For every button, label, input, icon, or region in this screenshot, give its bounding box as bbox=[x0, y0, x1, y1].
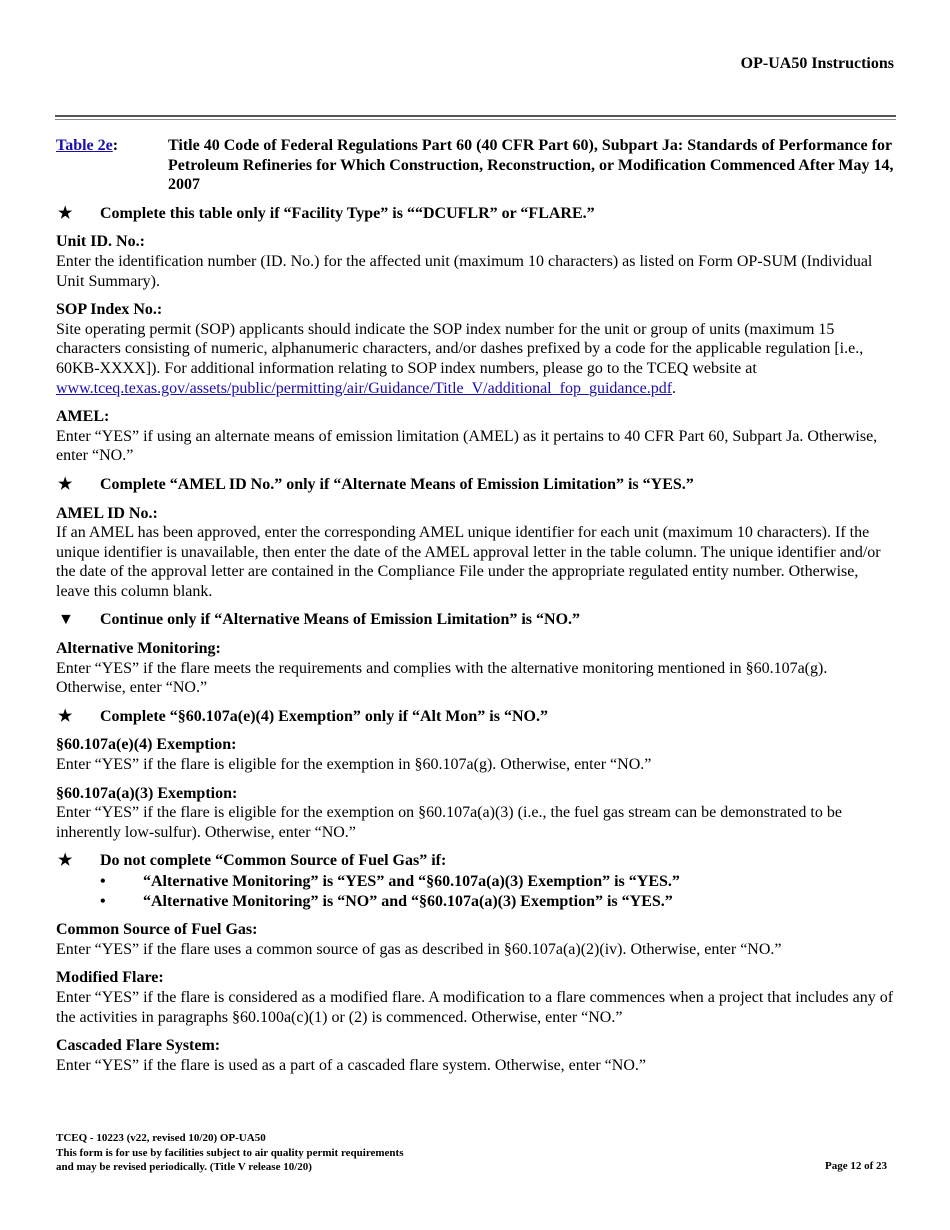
field-label: Alternative Monitoring: bbox=[56, 640, 221, 658]
field-label: AMEL: bbox=[56, 408, 110, 426]
field-label: AMEL ID No.: bbox=[56, 504, 158, 522]
field-e4-exemption bbox=[56, 735, 896, 774]
field-text: Enter “YES” if the flare uses a common source of gas as described in §60.107a(a)(2)(iv). Otherwise, enter “NO.” bbox=[56, 940, 782, 958]
bullet-icon: • bbox=[100, 892, 106, 910]
note-e4-exemption bbox=[56, 707, 896, 727]
field-common-source bbox=[56, 920, 896, 959]
footer-notice-2: and may be revised periodically. (Title V release 10/20) bbox=[56, 1161, 312, 1173]
note-text: Continue only if “Alternative Means of Emission Limitation” is “NO.” bbox=[100, 611, 581, 629]
field-text: If an AMEL has been approved, enter the corresponding AMEL unique identifier for each unit (maximum 10 characters). If the unique identifier is unavailable, then enter the date of the AMEL approval letter in the table column. The unique identifier and/or the date of the approval letter are contained in the Compliance File under the appropriate regulated entity number. Otherwise, leave this column blank. bbox=[56, 524, 881, 600]
note-text: Complete “AMEL ID No.” only if “Alternate Means of Emission Limitation” is “YES.” bbox=[100, 475, 694, 493]
table-ref: Table 2e: bbox=[56, 137, 119, 154]
tceq-guidance-link[interactable]: www.tceq.texas.gov/assets/public/permitting/air/Guidance/Title_V/additional_fop_guidance.pdf bbox=[56, 379, 673, 397]
table-heading bbox=[56, 136, 896, 195]
note-amel-id bbox=[56, 475, 896, 495]
header-rule-thin bbox=[55, 119, 896, 120]
field-text: Enter “YES” if the flare is eligible for the exemption on §60.107a(a)(3) (i.e., the fuel gas stream can be demonstrated to be inherently low-sulfur). Otherwise, enter “NO.” bbox=[56, 804, 842, 841]
field-label: Common Source of Fuel Gas: bbox=[56, 921, 258, 939]
field-modified-flare bbox=[56, 968, 896, 1027]
table-title: Title 40 Code of Federal Regulations Part 60 (40 CFR Part 60), Subpart Ja: Standards of Performance for Petroleum Refineries for Which Construction, Reconstruction, or Modification Commenced After May 14, 2007 bbox=[168, 137, 894, 194]
star-icon: ★ bbox=[58, 204, 73, 222]
condition-list bbox=[100, 872, 680, 911]
list-item: • “Alternative Monitoring” is “YES” and “§60.107a(a)(3) Exemption” is “YES.” bbox=[100, 873, 680, 890]
footer-notice-1: This form is for use by facilities subject to air quality permit requirements bbox=[56, 1146, 404, 1159]
field-text: Site operating permit (SOP) applicants should indicate the SOP index number for the unit or group of units (maximum 15 characters consisting of numeric, alphanumeric characters, and/or dashes prefixed by a code for the applicable regulation [i.e., 60KB-XXXX]). For additional information relating to SOP index numbers, please go to the TCEQ website at www.tceq.texas.gov/assets/public/permitting/air/Guidance/Title_V/additional_fop_guidance.pdf. bbox=[56, 320, 864, 397]
field-label: Modified Flare: bbox=[56, 969, 164, 987]
star-icon: ★ bbox=[58, 707, 73, 725]
table-2e-link[interactable]: Table 2e bbox=[56, 137, 113, 154]
header-rule-thick bbox=[55, 115, 896, 117]
note-text: Do not complete “Common Source of Fuel Gas” if: bbox=[100, 852, 447, 870]
field-text: Enter “YES” if the flare is used as a part of a cascaded flare system. Otherwise, enter “NO.” bbox=[56, 1056, 646, 1074]
field-cascaded bbox=[56, 1036, 896, 1075]
list-item: • “Alternative Monitoring” is “NO” and “§60.107a(a)(3) Exemption” is “YES.” bbox=[100, 892, 673, 910]
field-sop-index bbox=[56, 300, 896, 398]
note-common-source bbox=[56, 851, 896, 911]
star-icon: ★ bbox=[58, 852, 73, 870]
field-label: Cascaded Flare System: bbox=[56, 1037, 221, 1055]
field-text: Enter “YES” if the flare is considered as a modified flare. A modification to a flare commences when a project that includes any of the activities in paragraphs §60.100a(c)(1) or (2) is commenced. Otherwise, enter “NO.” bbox=[56, 988, 894, 1026]
field-label: SOP Index No.: bbox=[56, 301, 163, 319]
bullet-icon: • bbox=[100, 873, 106, 890]
note-continue bbox=[56, 610, 896, 630]
field-text: Enter the identification number (ID. No.) for the affected unit (maximum 10 characters) as listed on Form OP-SUM (Individual Unit Summary). bbox=[56, 252, 873, 290]
field-a3-exemption bbox=[56, 784, 896, 843]
page-header-title: OP-UA50 Instructions bbox=[740, 55, 894, 72]
footer-form-id: TCEQ - 10223 (v22, revised 10/20) OP-UA50 bbox=[56, 1132, 266, 1144]
field-amel bbox=[56, 407, 896, 466]
note-facility-type bbox=[56, 204, 896, 224]
field-alt-monitoring bbox=[56, 639, 896, 698]
note-text: Complete this table only if “Facility Type” is ““DCUFLR” or “FLARE.” bbox=[100, 204, 595, 222]
down-triangle-icon: ▼ bbox=[58, 611, 74, 629]
page-number: Page 12 of 23 bbox=[824, 1160, 887, 1172]
field-label: Unit ID. No.: bbox=[56, 233, 145, 251]
field-text: Enter “YES” if the flare is eligible for the exemption in §60.107a(g). Otherwise, enter “NO.” bbox=[56, 756, 652, 774]
star-icon: ★ bbox=[58, 475, 73, 493]
note-text: Complete “§60.107a(e)(4) Exemption” only if “Alt Mon” is “NO.” bbox=[100, 707, 548, 725]
page-footer bbox=[56, 1131, 404, 1175]
field-unit-id bbox=[56, 232, 896, 291]
note-body bbox=[100, 851, 680, 911]
field-label: §60.107a(e)(4) Exemption: bbox=[56, 736, 237, 754]
field-label: §60.107a(a)(3) Exemption: bbox=[56, 784, 238, 802]
content bbox=[56, 136, 896, 1084]
field-amel-id bbox=[56, 504, 896, 602]
field-text: Enter “YES” if using an alternate means of emission limitation (AMEL) as it pertains to 40 CFR Part 60, Subpart Ja. Otherwise, enter “NO.” bbox=[56, 427, 878, 465]
field-text: Enter “YES” if the flare meets the requirements and complies with the alternative monitoring mentioned in §60.107a(g). Otherwise, enter “NO.” bbox=[56, 659, 828, 697]
